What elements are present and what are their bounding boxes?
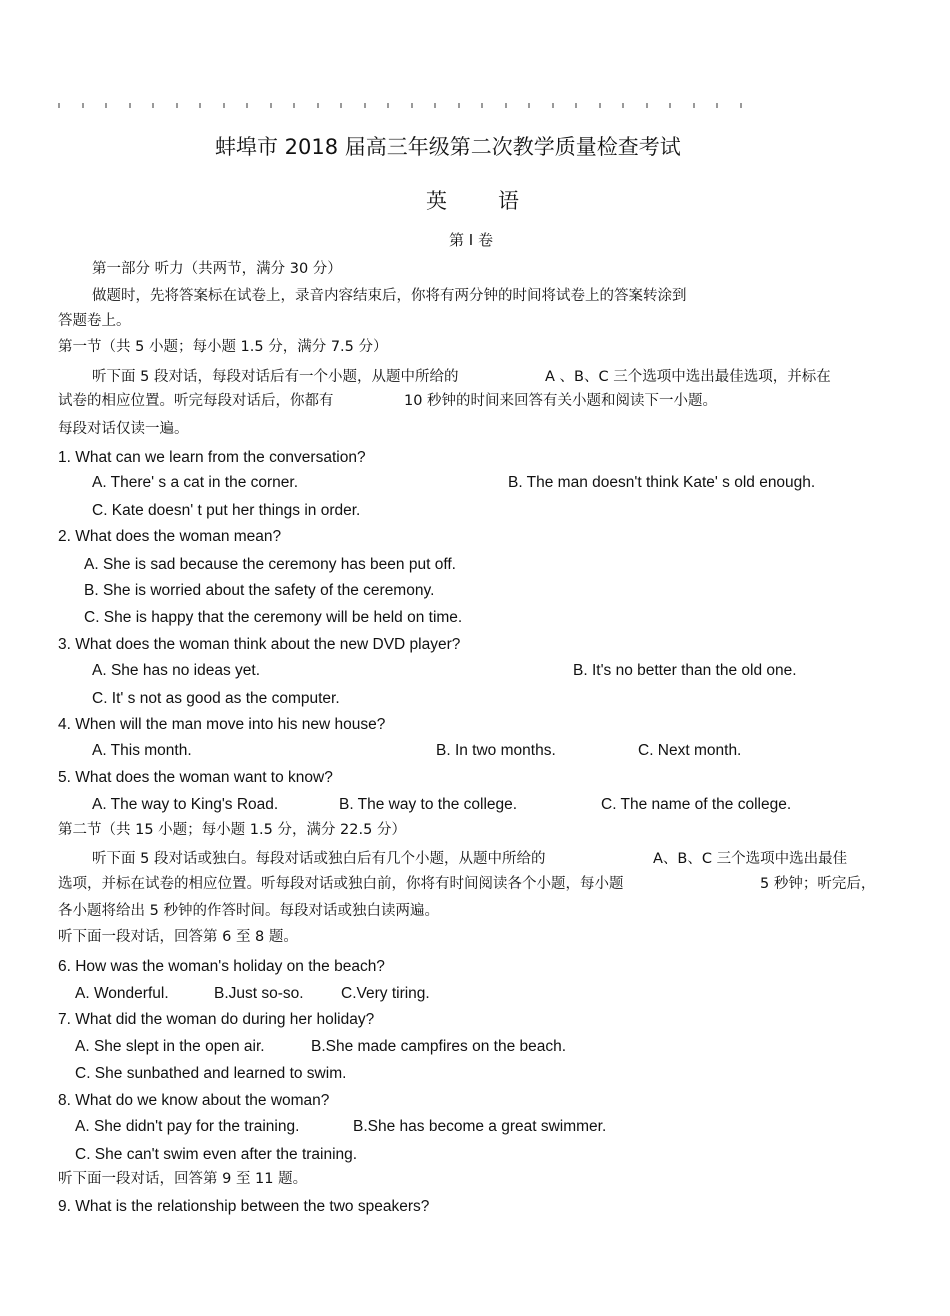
rule-dot	[199, 103, 201, 108]
section2-heading: 第二节（共 15 小题；每小题 1.5 分，满分 22.5 分）	[58, 822, 406, 838]
rule-dot	[669, 103, 671, 108]
rule-dot	[622, 103, 624, 108]
question-3-option-a: A. She has no ideas yet.	[92, 662, 261, 679]
part1-instruction-line2: 答题卷上。	[58, 313, 131, 329]
section1-instruction-1a: 听下面 5 段对话，每段对话后有一个小题，从题中所给的	[92, 369, 459, 385]
part1-heading: 第一部分 听力（共两节，满分 30 分）	[92, 261, 342, 277]
rule-dot	[575, 103, 577, 108]
rule-dot	[82, 103, 84, 108]
group-9-11-instruction: 听下面一段对话，回答第 9 至 11 题。	[58, 1171, 308, 1187]
question-2-option-c: C. She is happy that the ceremony will be held on time.	[84, 609, 463, 626]
question-9-stem: 9. What is the relationship between the two speakers?	[58, 1198, 430, 1215]
question-5-stem: 5. What does the woman want to know?	[58, 769, 333, 786]
question-8-option-a: A. She didn't pay for the training.	[75, 1118, 300, 1135]
question-3-option-c: C. It' s not as good as the computer.	[92, 690, 340, 707]
group-6-8-instruction: 听下面一段对话，回答第 6 至 8 题。	[58, 929, 298, 945]
question-4-option-a: A. This month.	[92, 742, 192, 759]
question-6-option-b: B.Just so-so.	[214, 985, 304, 1002]
rule-dot	[434, 103, 436, 108]
rule-dot	[387, 103, 389, 108]
part1-instruction-line1: 做题时，先将答案标在试卷上，录音内容结束后，你将有两分钟的时间将试卷上的答案转涂到	[92, 288, 687, 304]
question-6-stem: 6. How was the woman's holiday on the beach?	[58, 958, 385, 975]
rule-dot	[293, 103, 295, 108]
rule-dot	[105, 103, 107, 108]
section2-instruction-2a: 选项，并标在试卷的相应位置。听每段对话或独白前，你将有时间阅读各个小题，每小题	[58, 876, 624, 892]
rule-dot	[58, 103, 60, 108]
question-7-option-c: C. She sunbathed and learned to swim.	[75, 1065, 347, 1082]
question-3-stem: 3. What does the woman think about the new DVD player?	[58, 636, 461, 653]
section1-instruction-2a: 试卷的相应位置。听完每段对话后，你都有	[58, 393, 334, 409]
section1-instruction-3: 每段对话仅读一遍。	[58, 421, 189, 437]
rule-dot	[340, 103, 342, 108]
question-2-option-a: A. She is sad because the ceremony has been put off.	[84, 556, 456, 573]
rule-dot	[599, 103, 601, 108]
question-8-option-c: C. She can't swim even after the training.	[75, 1146, 358, 1163]
question-4-option-c: C. Next month.	[638, 742, 742, 759]
rule-dot	[246, 103, 248, 108]
question-1-option-b: B. The man doesn't think Kate' s old enough.	[508, 474, 816, 491]
rule-dot	[505, 103, 507, 108]
rule-dot	[364, 103, 366, 108]
section1-instruction-2b: 10 秒钟的时间来回答有关小题和阅读下一小题。	[404, 393, 718, 409]
volume-label: 第 I 卷	[449, 231, 493, 249]
section2-instruction-3: 各小题将给出 5 秒钟的作答时间。每段对话或独白读两遍。	[58, 903, 439, 919]
question-5-option-c: C. The name of the college.	[601, 796, 792, 813]
question-5-option-a: A. The way to King's Road.	[92, 796, 279, 813]
question-4-option-b: B. In two months.	[436, 742, 556, 759]
subject-char-2: 语	[498, 189, 519, 213]
rule-dot	[458, 103, 460, 108]
rule-dot	[317, 103, 319, 108]
question-6-option-a: A. Wonderful.	[75, 985, 169, 1002]
question-1-option-a: A. There' s a cat in the corner.	[92, 474, 299, 491]
rule-dot	[693, 103, 695, 108]
question-7-option-b: B.She made campfires on the beach.	[311, 1038, 567, 1055]
subject-char-1: 英	[426, 189, 447, 213]
section1-instruction-1b: A 、B、C 三个选项中选出最佳选项，并标在	[545, 369, 831, 385]
question-7-option-a: A. She slept in the open air.	[75, 1038, 265, 1055]
rule-dot	[740, 103, 742, 108]
rule-dot	[552, 103, 554, 108]
question-8-option-b: B.She has become a great swimmer.	[353, 1118, 607, 1135]
section2-instruction-2b: 5 秒钟；听完后，	[760, 876, 876, 892]
rule-dot	[152, 103, 154, 108]
question-3-option-b: B. It's no better than the old one.	[573, 662, 797, 679]
rule-dot	[528, 103, 530, 108]
rule-dot	[129, 103, 131, 108]
question-4-stem: 4. When will the man move into his new house?	[58, 716, 386, 733]
section1-heading: 第一节（共 5 小题；每小题 1.5 分，满分 7.5 分）	[58, 339, 388, 355]
section2-instruction-1a: 听下面 5 段对话或独白。每段对话或独白后有几个小题，从题中所给的	[92, 851, 546, 867]
question-8-stem: 8. What do we know about the woman?	[58, 1092, 330, 1109]
question-2-option-b: B. She is worried about the safety of the ceremony.	[84, 582, 435, 599]
rule-dot	[223, 103, 225, 108]
rule-dot	[176, 103, 178, 108]
rule-dot	[411, 103, 413, 108]
question-5-option-b: B. The way to the college.	[339, 796, 518, 813]
rule-dot	[646, 103, 648, 108]
question-7-stem: 7. What did the woman do during her holiday?	[58, 1011, 375, 1028]
exam-title: 蚌埠市 2018 届高三年级第二次教学质量检查考试	[215, 135, 681, 159]
rule-dot	[270, 103, 272, 108]
question-6-option-c: C.Very tiring.	[341, 985, 430, 1002]
rule-dot	[716, 103, 718, 108]
top-dotted-rule	[58, 103, 758, 109]
section2-instruction-1b: A、B、C 三个选项中选出最佳	[653, 851, 848, 867]
rule-dot	[481, 103, 483, 108]
question-1-stem: 1. What can we learn from the conversation?	[58, 449, 366, 466]
question-2-stem: 2. What does the woman mean?	[58, 528, 282, 545]
question-1-option-c: C. Kate doesn' t put her things in order.	[92, 502, 361, 519]
